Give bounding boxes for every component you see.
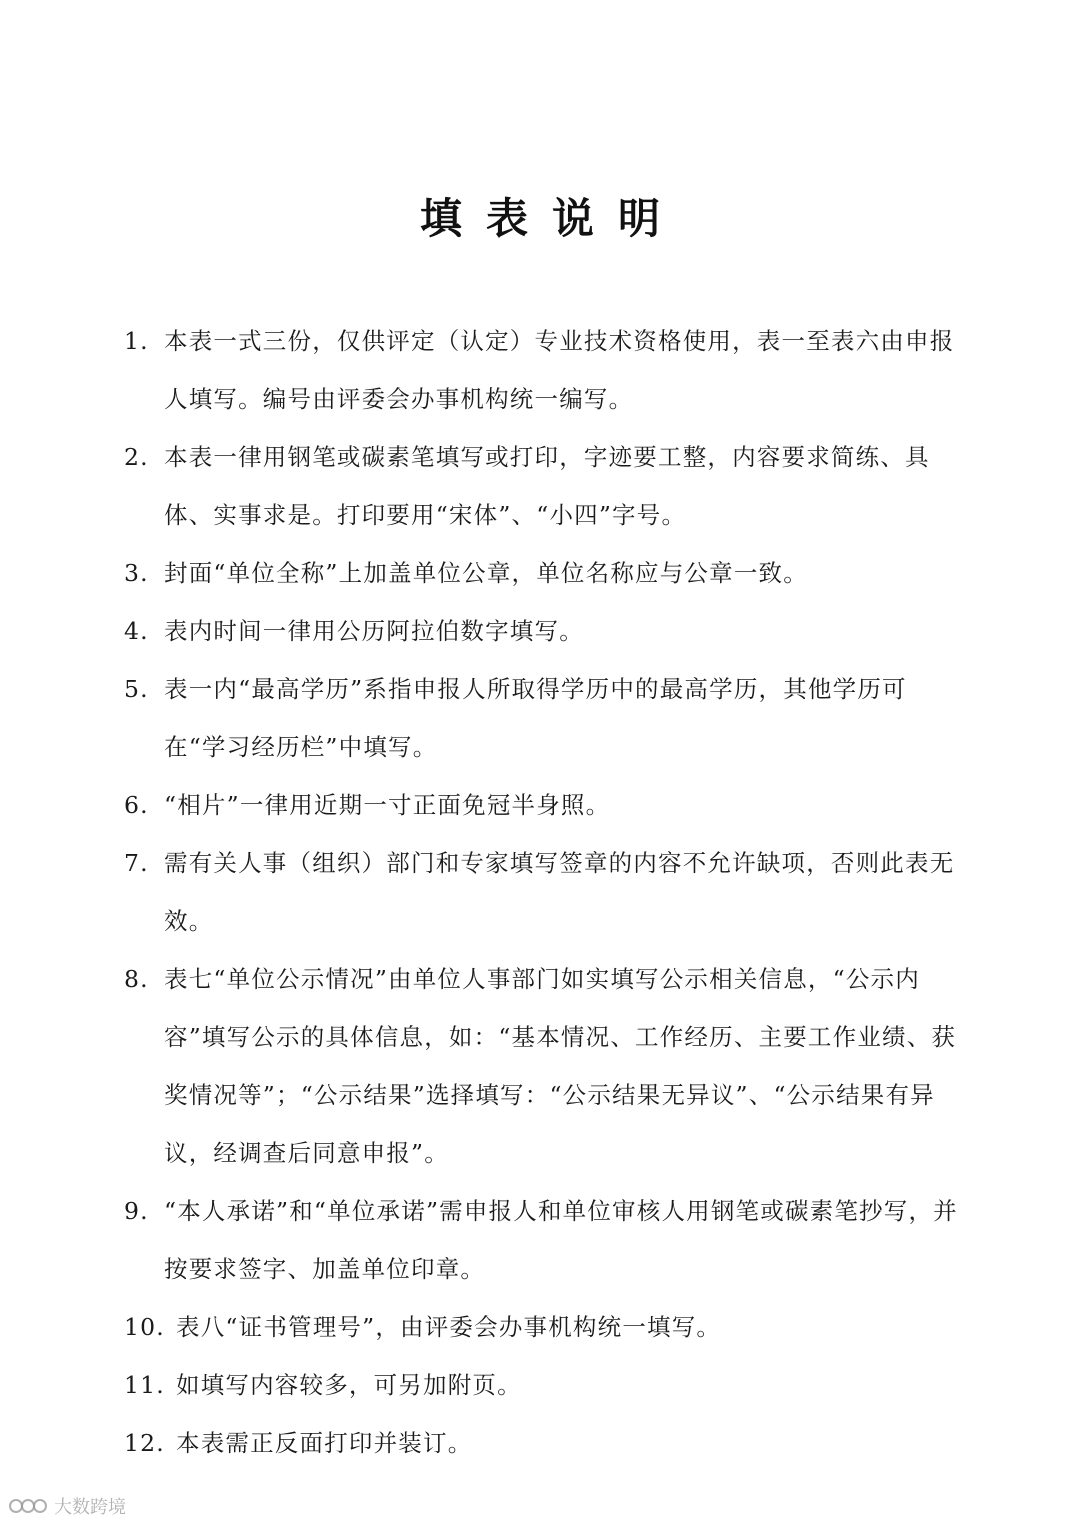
- item-text: “本人承诺”和“单位承诺”需申报人和单位审核人用钢笔或碳素笔抄写，并按要求签字、加盖单位印章。: [164, 1197, 958, 1283]
- instructions-list: [124, 312, 964, 1472]
- list-item: [124, 1182, 964, 1298]
- item-text: 封面“单位全称”上加盖单位公章，单位名称应与公章一致。: [164, 559, 808, 587]
- item-number: 8.: [124, 965, 149, 993]
- item-number: 11.: [124, 1371, 165, 1399]
- list-item: [124, 776, 964, 834]
- item-text: 表八“证书管理号”，由评委会办事机构统一填写。: [176, 1313, 722, 1341]
- item-text: 本表一式三份，仅供评定（认定）专业技术资格使用，表一至表六由申报人填写。编号由评委会办事机构统一编写。: [164, 327, 955, 413]
- item-number: 5.: [124, 675, 149, 703]
- list-item: [124, 312, 964, 428]
- list-item: [124, 1356, 964, 1414]
- watermark-logo-icon: [8, 1496, 48, 1516]
- list-item: [124, 1298, 964, 1356]
- item-text: 如填写内容较多，可另加附页。: [176, 1371, 522, 1399]
- list-item: [124, 660, 964, 776]
- item-number: 7.: [124, 849, 149, 877]
- item-number: 12.: [124, 1429, 165, 1457]
- item-number: 4.: [124, 617, 149, 645]
- item-text: 本表一律用钢笔或碳素笔填写或打印，字迹要工整，内容要求简练、具体、实事求是。打印要用“宋体”、“小四”字号。: [164, 443, 930, 529]
- page-title: 填表说明: [419, 194, 684, 243]
- item-text: 表七“单位公示情况”由单位人事部门如实填写公示相关信息，“公示内容”填写公示的具体信息，如：“基本情况、工作经历、主要工作业绩、获奖情况等”；“公示结果”选择填写：“公示结果无异议”、“公示结果有异议，经调查后同意申报”。: [164, 965, 957, 1167]
- list-item: [124, 544, 964, 602]
- item-text: 表内时间一律用公历阿拉伯数字填写。: [164, 617, 584, 645]
- watermark-text: 大数跨境: [54, 1497, 126, 1518]
- item-text: “相片”一律用近期一寸正面免冠半身照。: [164, 791, 611, 819]
- item-number: 6.: [124, 791, 149, 819]
- watermark: [8, 1493, 126, 1519]
- item-number: 1.: [124, 327, 149, 355]
- item-number: 2.: [124, 443, 149, 471]
- item-number: 9.: [124, 1197, 149, 1225]
- list-item: [124, 834, 964, 950]
- list-item: [124, 602, 964, 660]
- list-item: [124, 1414, 964, 1472]
- item-text: 表一内“最高学历”系指申报人所取得学历中的最高学历，其他学历可在“学习经历栏”中填写。: [164, 675, 907, 761]
- item-number: 3.: [124, 559, 149, 587]
- item-number: 10.: [124, 1313, 165, 1341]
- item-text: 需有关人事（组织）部门和专家填写签章的内容不允许缺项，否则此表无效。: [164, 849, 955, 935]
- item-text: 本表需正反面打印并装订。: [176, 1429, 473, 1457]
- list-item: [124, 428, 964, 544]
- list-item: [124, 950, 964, 1182]
